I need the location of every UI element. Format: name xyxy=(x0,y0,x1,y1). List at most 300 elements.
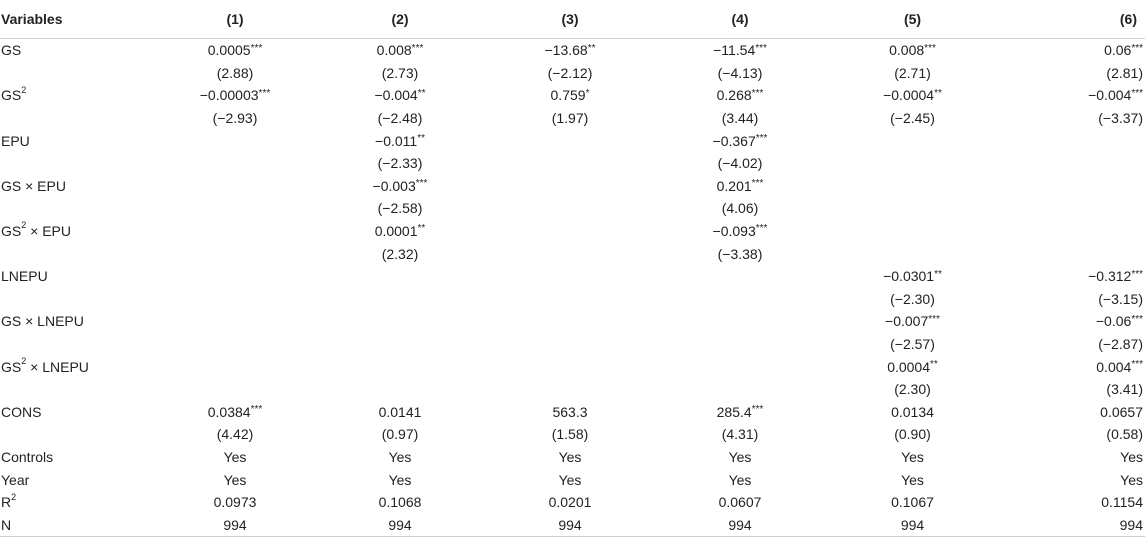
cell-value: (−2.48) xyxy=(377,110,423,127)
table-cell xyxy=(1000,355,1145,378)
table-cell xyxy=(1000,175,1145,198)
table-cell xyxy=(1000,310,1145,333)
table-cell xyxy=(485,220,655,243)
cell-value: −0.06 xyxy=(1095,313,1132,330)
row-label-suffix: × EPU xyxy=(26,223,71,240)
cell-value: −0.00003 xyxy=(199,87,259,104)
table-row xyxy=(0,401,1145,424)
cell-value: (−4.13) xyxy=(717,64,763,81)
row-label xyxy=(0,310,155,333)
table-cell xyxy=(155,310,315,333)
table-cell xyxy=(1000,197,1145,220)
table-cell xyxy=(315,220,485,243)
table-cell xyxy=(825,333,1000,356)
table-cell xyxy=(655,220,825,243)
table-cell xyxy=(155,197,315,220)
cell-value: (−2.12) xyxy=(547,64,593,81)
table-row xyxy=(0,491,1145,514)
significance-stars: *** xyxy=(755,223,768,235)
table-row xyxy=(0,265,1145,288)
table-cell xyxy=(655,310,825,333)
table-cell xyxy=(485,84,655,107)
significance-stars: *** xyxy=(755,42,767,54)
table-cell xyxy=(315,401,485,424)
row-label xyxy=(0,468,155,491)
significance-stars: ** xyxy=(417,133,425,145)
header-col-2: (2) xyxy=(315,0,485,39)
table-cell xyxy=(155,401,315,424)
row-label-superscript: 2 xyxy=(21,220,27,231)
cell-value: Yes xyxy=(728,471,752,488)
cell-value: Yes xyxy=(1120,471,1143,488)
table-cell xyxy=(655,355,825,378)
table-row xyxy=(0,423,1145,446)
table-cell xyxy=(1000,378,1145,401)
table-cell xyxy=(485,242,655,265)
table-row xyxy=(0,84,1145,107)
cell-value: (3.44) xyxy=(721,110,759,127)
table-cell xyxy=(315,84,485,107)
cell-value: (2.32) xyxy=(381,245,419,262)
row-label xyxy=(0,423,155,446)
table-cell xyxy=(655,491,825,514)
table-cell xyxy=(155,468,315,491)
table-cell xyxy=(155,84,315,107)
cell-value: 0.0657 xyxy=(1100,403,1143,420)
table-cell xyxy=(155,220,315,243)
table-cell xyxy=(1000,62,1145,85)
table-cell xyxy=(315,333,485,356)
row-label-superscript: 2 xyxy=(21,84,27,95)
table-cell xyxy=(155,62,315,85)
table-cell xyxy=(315,468,485,491)
row-label-text: GS xyxy=(1,42,22,59)
table-cell xyxy=(155,242,315,265)
table-cell xyxy=(655,423,825,446)
cell-value: 563.3 xyxy=(552,403,588,420)
header-col-6: (6) xyxy=(1000,0,1145,39)
table-cell xyxy=(825,265,1000,288)
cell-value: −13.68 xyxy=(544,42,588,59)
table-cell xyxy=(655,107,825,130)
row-label xyxy=(0,129,155,152)
row-label xyxy=(0,491,155,514)
table-cell xyxy=(155,513,315,536)
cell-value: (2.73) xyxy=(381,64,419,81)
cell-value: 0.759 xyxy=(550,87,586,104)
table-cell xyxy=(1000,220,1145,243)
significance-stars: ** xyxy=(417,87,426,99)
cell-value: 285.4 xyxy=(716,403,752,420)
cell-value: (4.06) xyxy=(721,200,759,217)
table-cell xyxy=(155,152,315,175)
cell-value: (−3.37) xyxy=(1098,110,1143,127)
significance-stars: *** xyxy=(250,42,263,54)
table-cell xyxy=(485,491,655,514)
cell-value: (4.42) xyxy=(216,426,254,443)
cell-value: (1.58) xyxy=(551,426,589,443)
table-cell xyxy=(315,39,485,62)
table-cell xyxy=(485,401,655,424)
table-cell xyxy=(1000,39,1145,62)
cell-value: Yes xyxy=(558,471,582,488)
table-cell xyxy=(485,468,655,491)
table-cell xyxy=(315,310,485,333)
table-cell xyxy=(315,175,485,198)
row-label xyxy=(0,265,155,288)
significance-stars: *** xyxy=(1131,313,1143,325)
table-cell xyxy=(315,107,485,130)
table-cell xyxy=(485,446,655,469)
table-cell xyxy=(155,446,315,469)
cell-value: Yes xyxy=(388,448,412,465)
table-cell xyxy=(485,107,655,130)
table-row xyxy=(0,107,1145,130)
table-cell xyxy=(655,513,825,536)
table-cell xyxy=(1000,513,1145,536)
table-cell xyxy=(485,423,655,446)
significance-stars: ** xyxy=(934,87,942,99)
cell-value: (−2.93) xyxy=(212,110,258,127)
significance-stars: *** xyxy=(1131,87,1143,99)
row-label xyxy=(0,107,155,130)
cell-value: (0.97) xyxy=(381,426,419,443)
table-cell xyxy=(485,288,655,311)
cell-value: 0.0001 xyxy=(374,223,418,240)
cell-value: (−4.02) xyxy=(717,155,763,172)
table-cell xyxy=(825,288,1000,311)
table-cell xyxy=(825,423,1000,446)
table-cell xyxy=(155,423,315,446)
table-cell xyxy=(485,129,655,152)
table-row xyxy=(0,62,1145,85)
significance-stars: *** xyxy=(755,133,768,145)
row-label xyxy=(0,401,155,424)
cell-value: −0.007 xyxy=(885,313,929,330)
row-label-suffix: × LNEPU xyxy=(26,358,89,375)
table-cell xyxy=(825,468,1000,491)
table-cell xyxy=(825,513,1000,536)
table-cell xyxy=(485,265,655,288)
table-cell xyxy=(155,378,315,401)
row-label-text: GS xyxy=(1,223,22,240)
table-cell xyxy=(315,265,485,288)
table-cell xyxy=(655,39,825,62)
cell-value: 0.008 xyxy=(376,42,412,59)
row-label xyxy=(0,62,155,85)
cell-value: −0.0301 xyxy=(883,268,935,285)
table-row xyxy=(0,242,1145,265)
significance-stars: ** xyxy=(930,358,938,370)
cell-value: (2.88) xyxy=(216,64,254,81)
table-cell xyxy=(655,242,825,265)
table-cell xyxy=(315,62,485,85)
table-cell xyxy=(655,84,825,107)
table-cell xyxy=(1000,242,1145,265)
cell-value: Yes xyxy=(901,471,924,488)
cell-value: (−2.87) xyxy=(1098,336,1143,353)
cell-value: (4.31) xyxy=(721,426,759,443)
row-label xyxy=(0,355,155,378)
cell-value: 0.201 xyxy=(716,177,752,194)
row-label-text: EPU xyxy=(1,132,30,149)
table-cell xyxy=(1000,265,1145,288)
row-label xyxy=(0,39,155,62)
cell-value: (0.58) xyxy=(1106,426,1143,443)
significance-stars: *** xyxy=(928,313,940,325)
table-cell xyxy=(825,220,1000,243)
cell-value: Yes xyxy=(388,471,412,488)
cell-value: Yes xyxy=(1120,448,1143,465)
significance-stars: *** xyxy=(250,404,263,416)
table-cell xyxy=(1000,129,1145,152)
table-cell xyxy=(825,197,1000,220)
table-cell xyxy=(655,129,825,152)
table-cell xyxy=(825,355,1000,378)
table-cell xyxy=(1000,491,1145,514)
table-row xyxy=(0,288,1145,311)
table-cell xyxy=(315,197,485,220)
row-label-text: N xyxy=(1,516,12,533)
table-row xyxy=(0,513,1145,536)
row-label xyxy=(0,378,155,401)
row-label xyxy=(0,446,155,469)
cell-value: 0.0201 xyxy=(548,494,592,511)
cell-value: 0.0134 xyxy=(891,403,934,420)
significance-stars: * xyxy=(585,87,590,99)
table-cell xyxy=(825,401,1000,424)
cell-value: −0.003 xyxy=(372,177,416,194)
row-label-text: Controls xyxy=(1,448,54,465)
header-col-4: (4) xyxy=(655,0,825,39)
table-cell xyxy=(1000,401,1145,424)
table-row xyxy=(0,152,1145,175)
table-cell xyxy=(1000,107,1145,130)
table-cell xyxy=(485,175,655,198)
table-cell xyxy=(485,152,655,175)
row-label xyxy=(0,152,155,175)
cell-value: (−2.30) xyxy=(890,290,935,307)
table-cell xyxy=(655,468,825,491)
significance-stars: *** xyxy=(258,87,271,99)
table-row xyxy=(0,175,1145,198)
cell-value: 0.004 xyxy=(1096,358,1132,375)
row-label xyxy=(0,333,155,356)
cell-value: −11.54 xyxy=(713,42,756,59)
significance-stars: ** xyxy=(934,268,942,280)
cell-value: (−2.33) xyxy=(377,155,423,172)
cell-value: (0.90) xyxy=(894,426,931,443)
significance-stars: ** xyxy=(417,223,426,235)
table-cell xyxy=(825,242,1000,265)
cell-value: −0.004 xyxy=(374,87,418,104)
table-cell xyxy=(825,107,1000,130)
table-row xyxy=(0,129,1145,152)
cell-value: −0.004 xyxy=(1088,87,1132,104)
table-cell xyxy=(1000,468,1145,491)
table-row xyxy=(0,39,1145,62)
row-label xyxy=(0,197,155,220)
table-cell xyxy=(825,129,1000,152)
cell-value: 0.1067 xyxy=(891,494,934,511)
table-cell xyxy=(315,355,485,378)
row-label-text: CONS xyxy=(1,403,42,420)
row-label-text: GS × EPU xyxy=(1,177,66,194)
table-cell xyxy=(825,491,1000,514)
header-variables: Variables xyxy=(0,0,155,39)
cell-value: −0.093 xyxy=(712,223,756,240)
table-cell xyxy=(655,197,825,220)
table-cell xyxy=(315,288,485,311)
significance-stars: *** xyxy=(411,42,424,54)
table-cell xyxy=(485,355,655,378)
cell-value: Yes xyxy=(901,448,924,465)
significance-stars: *** xyxy=(1131,268,1143,280)
cell-value: (2.81) xyxy=(1106,64,1143,81)
table-cell xyxy=(655,333,825,356)
cell-value: (1.97) xyxy=(551,110,589,127)
table-cell xyxy=(1000,446,1145,469)
header-col-3: (3) xyxy=(485,0,655,39)
table-cell xyxy=(1000,152,1145,175)
row-label-text: LNEPU xyxy=(1,268,48,285)
cell-value: (2.71) xyxy=(894,64,931,81)
cell-value: −0.0004 xyxy=(883,87,935,104)
header-col-1: (1) xyxy=(155,0,315,39)
row-label-text: GS xyxy=(1,358,22,375)
table-cell xyxy=(655,175,825,198)
table-cell xyxy=(315,423,485,446)
table-cell xyxy=(315,378,485,401)
table-cell xyxy=(825,175,1000,198)
cell-value: (2.30) xyxy=(894,381,931,398)
table-cell xyxy=(655,401,825,424)
significance-stars: *** xyxy=(1131,42,1143,54)
table-cell xyxy=(1000,333,1145,356)
table-cell xyxy=(155,129,315,152)
cell-value: (−3.15) xyxy=(1098,290,1143,307)
row-label xyxy=(0,513,155,536)
table-row xyxy=(0,446,1145,469)
table-row xyxy=(0,197,1145,220)
cell-value: 0.008 xyxy=(889,42,925,59)
header-col-5: (5) xyxy=(825,0,1000,39)
cell-value: 0.0141 xyxy=(378,403,422,420)
table-cell xyxy=(655,265,825,288)
table-cell xyxy=(155,265,315,288)
table-cell xyxy=(485,310,655,333)
table-cell xyxy=(315,446,485,469)
table-row xyxy=(0,468,1145,491)
table-cell xyxy=(155,39,315,62)
row-label xyxy=(0,242,155,265)
table-row xyxy=(0,378,1145,401)
row-label-text: R xyxy=(1,494,12,511)
table-cell xyxy=(825,310,1000,333)
table-cell xyxy=(485,197,655,220)
table-cell xyxy=(155,175,315,198)
table-cell xyxy=(485,513,655,536)
table-row xyxy=(0,310,1145,333)
row-label xyxy=(0,175,155,198)
cell-value: −0.312 xyxy=(1088,268,1132,285)
cell-value: 0.268 xyxy=(716,87,752,104)
table-cell xyxy=(315,129,485,152)
table-cell xyxy=(485,62,655,85)
cell-value: (3.41) xyxy=(1106,381,1143,398)
table-cell xyxy=(655,62,825,85)
table-cell xyxy=(485,378,655,401)
table-cell xyxy=(825,446,1000,469)
row-label xyxy=(0,84,155,107)
table-row xyxy=(0,355,1145,378)
cell-value: Yes xyxy=(223,448,247,465)
cell-value: (−2.57) xyxy=(890,336,935,353)
cell-value: 0.0607 xyxy=(718,494,762,511)
significance-stars: *** xyxy=(751,87,764,99)
cell-value: 994 xyxy=(223,516,247,533)
table-cell xyxy=(155,355,315,378)
table-cell xyxy=(315,242,485,265)
table-cell xyxy=(655,378,825,401)
cell-value: 994 xyxy=(558,516,582,533)
cell-value: 0.1068 xyxy=(378,494,422,511)
row-label-text: GS × LNEPU xyxy=(1,313,84,330)
cell-value: 0.06 xyxy=(1104,42,1132,59)
cell-value: 0.0005 xyxy=(207,42,251,59)
cell-value: (−3.38) xyxy=(717,245,763,262)
cell-value: −0.011 xyxy=(375,132,418,149)
table-cell xyxy=(655,288,825,311)
table-cell xyxy=(155,333,315,356)
row-label-text: Year xyxy=(1,471,30,488)
table-cell xyxy=(825,378,1000,401)
significance-stars: ** xyxy=(587,42,596,54)
table-cell xyxy=(315,152,485,175)
table-row xyxy=(0,220,1145,243)
table-cell xyxy=(655,152,825,175)
row-label-superscript: 2 xyxy=(21,355,27,366)
cell-value: 994 xyxy=(900,516,925,533)
cell-value: 0.1154 xyxy=(1101,494,1143,511)
table-cell xyxy=(825,39,1000,62)
table-cell xyxy=(825,152,1000,175)
cell-value: −0.367 xyxy=(712,132,756,149)
table-cell xyxy=(485,333,655,356)
table-cell xyxy=(1000,288,1145,311)
cell-value: (−2.58) xyxy=(377,200,423,217)
significance-stars: *** xyxy=(1131,358,1143,370)
cell-value: 0.0973 xyxy=(213,494,257,511)
table-row xyxy=(0,333,1145,356)
table-cell xyxy=(155,107,315,130)
table-cell xyxy=(315,491,485,514)
cell-value: 994 xyxy=(388,516,412,533)
row-label xyxy=(0,288,155,311)
cell-value: Yes xyxy=(223,471,247,488)
cell-value: 994 xyxy=(1119,516,1143,533)
table-cell xyxy=(155,491,315,514)
significance-stars: *** xyxy=(751,404,764,416)
cell-value: 994 xyxy=(728,516,752,533)
table-cell xyxy=(825,62,1000,85)
table-cell xyxy=(825,84,1000,107)
significance-stars: *** xyxy=(415,178,428,190)
row-label-superscript: 2 xyxy=(11,491,17,502)
significance-stars: *** xyxy=(924,42,936,54)
row-label-text: GS xyxy=(1,87,22,104)
header-row xyxy=(0,0,1145,39)
